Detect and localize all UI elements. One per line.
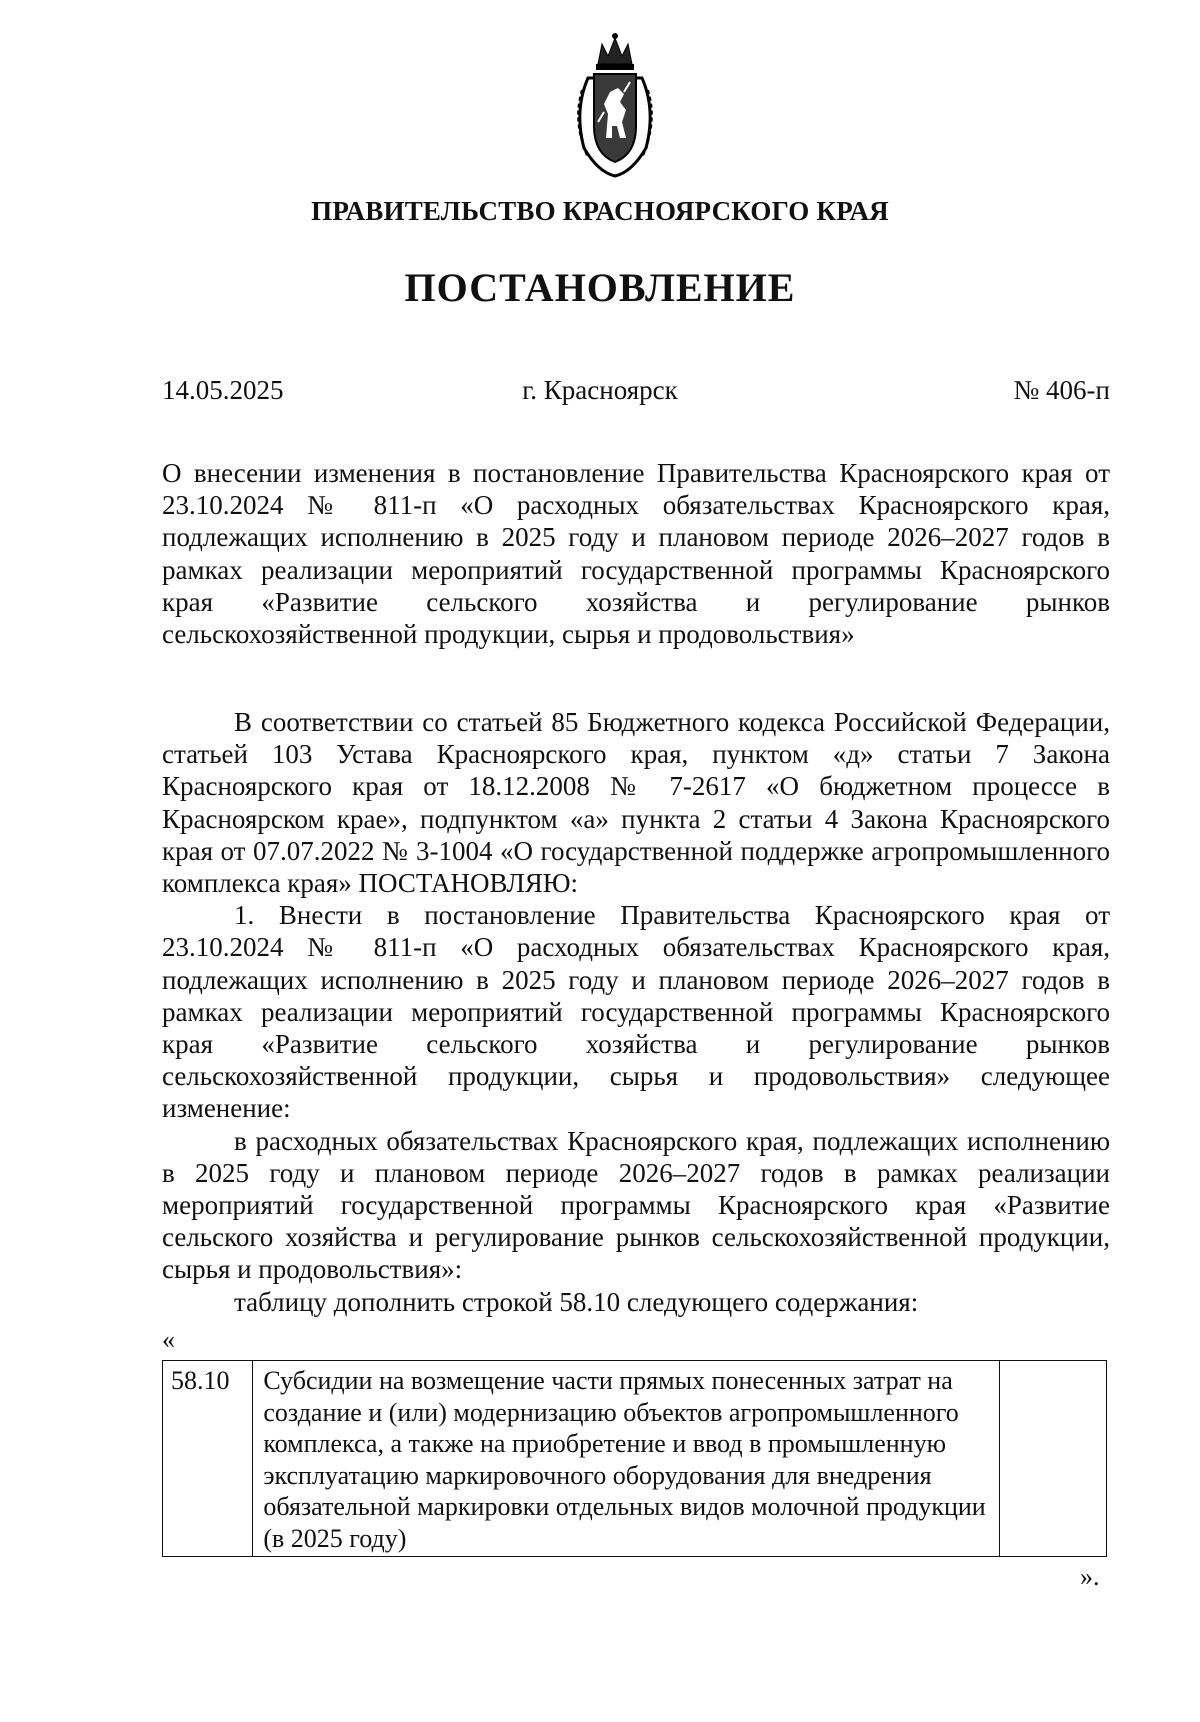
closing-quote: ».: [1080, 1562, 1100, 1591]
document-date: 14.05.2025: [162, 375, 284, 405]
table-row: [163, 1361, 1107, 1557]
row-empty-cell: [1000, 1361, 1107, 1557]
coat-of-arms-emblem: [570, 30, 660, 180]
row-number-cell: 58.10: [163, 1361, 253, 1557]
inserted-table-row: [162, 1360, 1107, 1557]
document-type-heading: ПОСТАНОВЛЕНИЕ: [404, 265, 796, 310]
document-city: г. Красноярск: [522, 375, 678, 405]
subject-text: О внесении изменения в постановление Правительства Красноярского края от 23.10.2024 № 811-п «О расходных обязательствах Красноярского края, подлежащих исполнению в 2025 году и плановом периоде 2026–2027 годов в рамках реализации мероприятий государственной программы Красноярского края «Развитие сельского хозяйства и регулирование рынков сельскохозяйственной продукции, сырья и продовольствия»: [162, 458, 1110, 650]
document-subject: [162, 457, 1110, 650]
row-description-cell: Субсидии на возмещение части прямых понесенных затрат на создание и (или) модернизацию объектов агропромышленного комплекса, а также на приобретение и ввод в промышленную эксплуатацию маркировочного оборудования для внедрения обязательной маркировки отдельных видов молочной продукции (в 2025 году): [253, 1361, 1000, 1557]
opening-quote: «: [162, 1325, 175, 1354]
organization-title: ПРАВИТЕЛЬСТВО КРАСНОЯРСКОГО КРАЯ: [311, 196, 889, 226]
table-instruction-paragraph: таблицу дополнить строкой 58.10 следующего содержания:: [234, 1286, 919, 1317]
preamble-paragraph: В соответствии со статьей 85 Бюджетного кодекса Российской Федерации, статьей 103 Устава Красноярского края, пунктом «д» статьи 7 Закона Красноярского края от 18.12.2008 № 7-2617 «О бюджетном процессе в Красноярском крае», подпунктом «а» пункта 2 статьи 4 Закона Красноярского края от 07.07.2022 № 3-1004 «О государственной поддержке агропромышленного комплекса края» ПОСТАНОВЛЯЮ:: [162, 707, 1110, 899]
item-1-paragraph: 1. Внести в постановление Правительства Красноярского края от 23.10.2024 № 811-п «О расходных обязательствах Красноярского края, подлежащих исполнению в 2025 году и плановом периоде 2026–2027 годов в рамках реализации мероприятий государственной программы Красноярского края «Развитие сельского хозяйства и регулирование рынков сельскохозяйственной продукции, сырья и продовольствия» следующее изменение:: [162, 900, 1110, 1124]
amendment-paragraph: в расходных обязательствах Красноярского края, подлежащих исполнению в 2025 году и плановом периоде 2026–2027 годов в рамках реализации мероприятий государственной программы Красноярского края «Развитие сельского хозяйства и регулирование рынков сельскохозяйственной продукции, сырья и продовольствия»:: [162, 1125, 1110, 1285]
document-number: № 406-п: [1013, 375, 1110, 405]
document-body: [162, 706, 1110, 1318]
